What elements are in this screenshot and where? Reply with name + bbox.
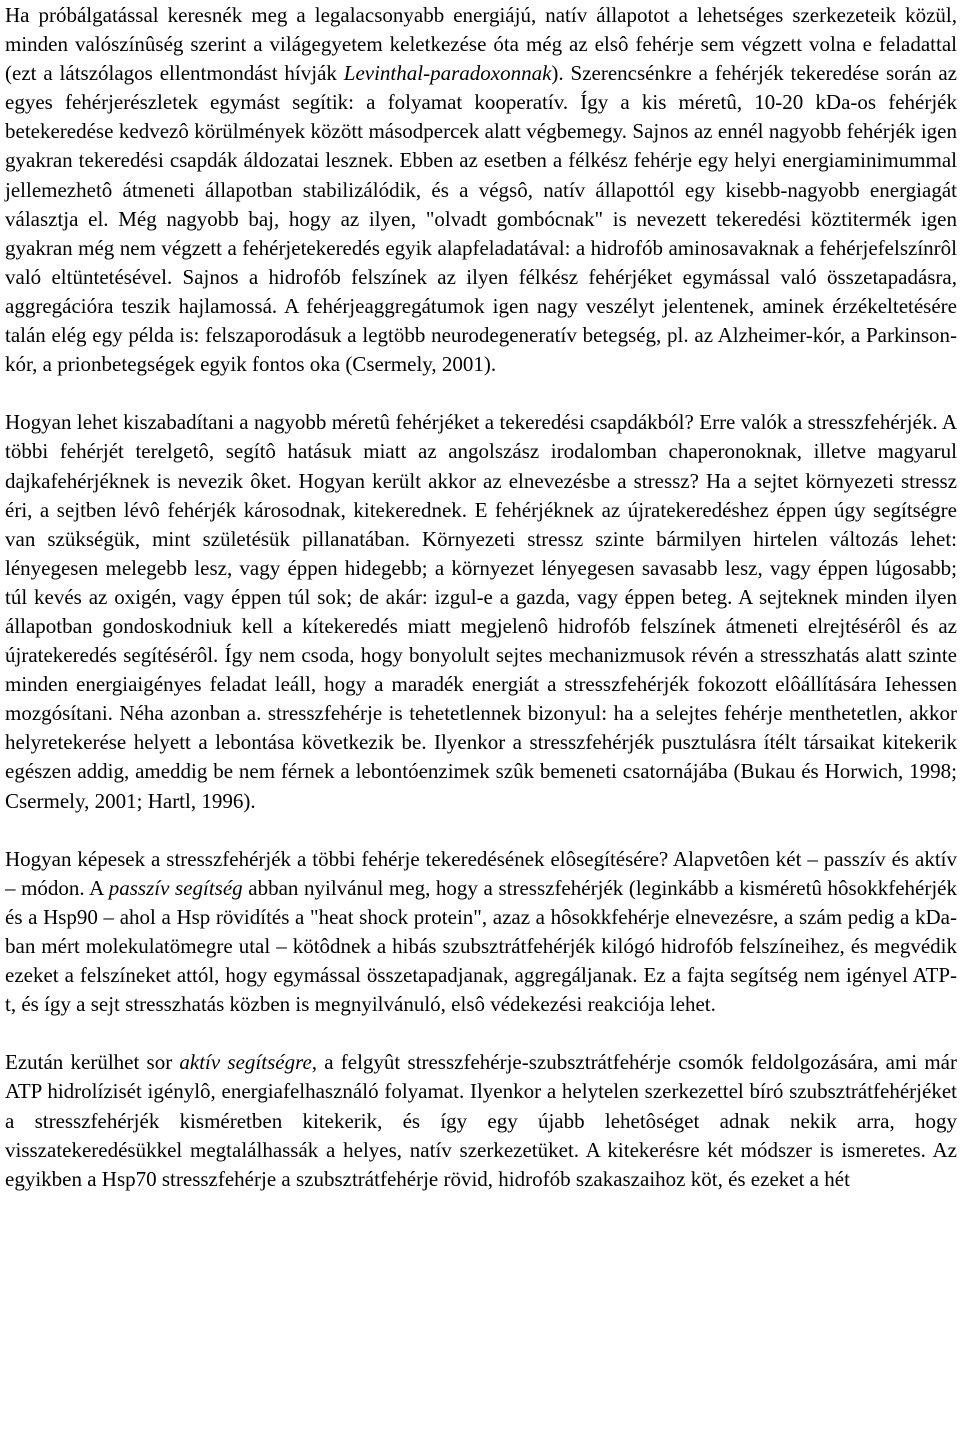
para2-text: Hogyan lehet kiszabadítani a nagyobb méretû fehérjéket a tekeredési csapdákból? Erre valók a stresszfehérjék. A többi fehérjét terelgetô, segítô hatásuk miatt az angolszász irodalomban chaperonoknak, illetve magyarul dajkafehérjéknek is nevezik ôket. Hogyan került akkor az elnevezésbe a stressz? Ha a sejtet környezeti stressz éri, a sejtben lévô fehérjék károsodnak, kitekerednek. E fehérjéknek az újratekeredéshez éppen úgy segítségre van szükségük, mint születésük pillanatában. Környezeti stressz szinte bármilyen hirtelen változás lehet: lényegesen melegebb lesz, vagy éppen hidegebb; a környezet lényegesen savasabb lesz, vagy éppen lúgosabb; túl kevés az oxigén, vagy éppen túl sok; de akár: izgul-e a gazda, vagy éppen beteg. A sejteknek minden ilyen állapotban gondoskodniuk kell a kítekeredés miatt megjelenô hidrofób felszínek átmeneti elrejtésérôl és az újratekeredés segítésérôl. Így nem csoda, hogy bonyolult sejtes mechanizmusok révén a stresszhatás alatt szinte minden energiaigényes feladat leáll, hogy a maradék energiát a stresszfehérjék fokozott elôállítására Iehessen mozgósítani. Néha azonban a. stresszfehérje is tehetetlennek bizonyul: ha a selejtes fehérje menthetetlen, akkor helyretekerése helyett a lebontása következik be. Ilyenkor a stresszfehérjék pusztulásra ítélt társaikat kitekerik egészen addig, ameddig be nem férnek a lebontóenzimek szûk bemeneti csatornájába (Bukau és Horwich, 1998; Csermely, 2001; Hartl, 1996). [5,410,957,813]
paragraph-spacer [5,816,957,845]
para1-italic-term: Levinthal-paradoxonnak [343,61,552,86]
document-page [5,0,957,1194]
para4-italic-term: aktív segítségre [179,1050,312,1075]
paragraph-protein-folding [5,0,957,379]
para3-italic-term: passzív segítség [108,875,243,900]
para3-text-b: abban nyilvánul meg, hogy a stresszfehérjék (leginkább a kisméretû hôsokkfehérjék és a Hsp90 – ahol a Hsp rövidítés a "heat shock protein", azaz a hôsokkfehérje elnevezésre, a szám pedig a kDa-ban mért molekulatömegre utal – kötôdnek a hibás szubsztrátfehérjék kilógó hidrofób felszíneihez, és megvédik ezeket a felszíneket attól, hogy egymással összetapadjanak, aggregáljanak. Ez a fajta segítség nem igényel ATP-t, és így a sejt stresszhatás közben is megnyilvánuló, elsô védekezési reakciója lehet. [5,875,958,1017]
paragraph-stress-proteins [5,408,957,815]
paragraph-spacer [5,1019,957,1048]
paragraph-active-help [5,1048,957,1193]
para3-text-a: Hogyan képesek a stresszfehérjék a többi fehérje tekeredésének elôsegítésére? Alapvetôen két – passzív és aktív – módon. A [5,846,957,900]
paragraph-spacer [5,379,957,408]
para1-text-b: ). Szerencsénkre a fehérjék tekeredése során az egyes fehérjerészletek egymást segítik: a folyamat kooperatív. Így a kis méretû, 10-20 kDa-os fehérjék betekeredése kedvezô körülmények között másodpercek alatt végbemegy. Sajnos az ennél nagyobb fehérjék igen gyakran tekeredési csapdák áldozatai lesznek. Ebben az esetben a félkész fehérje egy helyi energiaminimummal jellemezhetô átmeneti állapotban stabilizálódik, és a végsô, natív állapottól egy kisebb-nagyobb energiagát választja el. Még nagyobb baj, hogy az ilyen, "olvadt gombócnak" is nevezett tekeredési köztitermék igen gyakran még nem végzett a fehérjetekeredés egyik alapfeladatával: a hidrofób aminosavaknak a fehérjefelszínrôl való eltüntetésével. Sajnos a hidrofób felszínek az ilyen félkész fehérjéket egymással való összetapadásra, aggregációra teszik hajlamossá. A fehérjeaggregátumok igen nagy veszélyt jelentenek, aminek érzékeltetésére talán elég egy példa is: felszaporodásuk a legtöbb neurodegeneratív betegség, pl. az Alzheimer-kór, a Parkinson-kór, a prionbetegségek egyik fontos oka (Csermely, 2001). [5,61,957,377]
para4-text-b: , a felgyût stresszfehérje-szubsztrátfehérje csomók feldolgozására, ami már ATP hidrolízisét igénylô, energiafelhasználó folyamat. Ilyenkor a helytelen szerkezettel bíró szubsztrátfehérjéket a stresszfehérjék kisméretben kitekerik, és így egy újabb lehetôséget adnak nekik arra, hogy visszatekeredésükkel megtalálhassák a helyes, natív szerkezetüket. A kitekerésre két módszer is ismeretes. Az egyikben a Hsp70 stresszfehérje a szubsztrátfehérje rövid, hidrofób szakaszaihoz köt, és ezeket a hét [5,1050,957,1191]
para1-text-a: Ha próbálgatással keresnék meg a legalacsonyabb energiájú, natív állapotot a lehetséges szerkezeteik közül, minden valószínûség szerint a világegyetem keletkezése óta még az elsô fehérje sem végzett volna e feladattal (ezt a látszólagos ellentmondást hívják [5,3,957,86]
para4-text-a: Ezután kerülhet sor [5,1050,180,1075]
paragraph-passive-help [5,845,957,1020]
